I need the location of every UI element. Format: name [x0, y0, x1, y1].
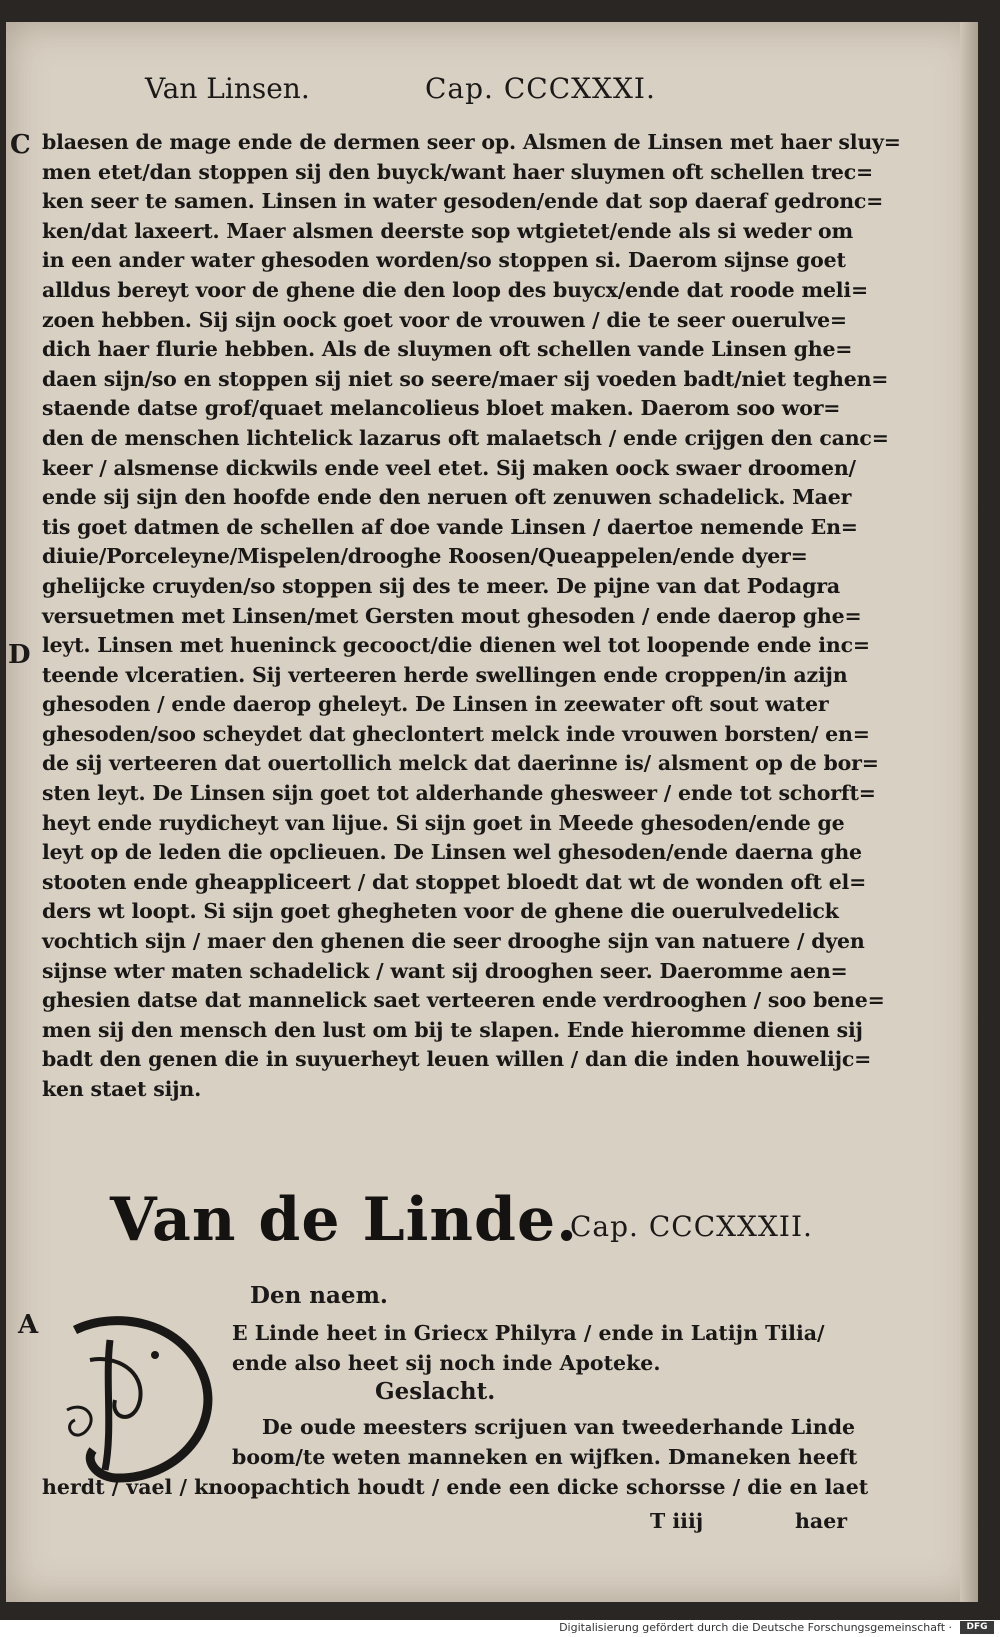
- body-line: badt den genen die in suyuerheyt leuen willen / dan die inden houwelijc=: [42, 1047, 872, 1072]
- body-line: diuie/Porceleyne/Mispelen/drooghe Roosen/Queappelen/ende dyer=: [42, 544, 808, 569]
- margin-letter-c: C: [10, 130, 31, 160]
- body-line: heyt ende ruydicheyt van lijue. Si sijn goet in Meede ghesoden/ende ge: [42, 810, 845, 835]
- footer-bar: [0, 1620, 1000, 1637]
- decorated-initial: [55, 1300, 225, 1490]
- body-line: den de menschen lichtelick lazarus oft malaetsch / ende crijgen den canc=: [42, 425, 889, 450]
- name-line: E Linde heet in Griecx Philyra / ende in Latijn Tilia/: [232, 1321, 825, 1345]
- kind-line: herdt / vael / knoopachtich houdt / ende een dicke schorsse / die en laet: [42, 1475, 869, 1499]
- body-line: teende vlceratien. Sij verteeren herde swellingen ende croppen/in azijn: [42, 662, 848, 687]
- section-heading-name: Den naem.: [250, 1282, 388, 1309]
- body-line: ken/dat laxeert. Maer alsmen deerste sop wtgietet/ende als si weder om: [42, 218, 854, 243]
- name-line: ende also heet sij noch inde Apoteke.: [232, 1351, 661, 1375]
- body-line: ghesoden/soo scheydet dat gheclontert melck inde vrouwen borsten/ en=: [42, 721, 870, 746]
- body-line: zoen hebben. Sij sijn oock goet voor de vrouwen / die te seer ouerulve=: [42, 307, 847, 332]
- body-line: daen sijn/so en stoppen sij niet so seere/maer sij voeden badt/niet teghen=: [42, 366, 889, 391]
- dfg-logo: DFG: [960, 1621, 994, 1634]
- body-line: ghesoden / ende daerop gheleyt. De Linsen in zeewater oft sout water: [42, 692, 829, 717]
- body-line: dich haer flurie hebben. Als de sluymen oft schellen vande Linsen ghe=: [42, 337, 853, 362]
- body-line: tis goet datmen de schellen af doe vande Linsen / daertoe nemende En=: [42, 514, 858, 539]
- decorated-initial-flourish-icon: [55, 1300, 225, 1490]
- body-line: ende sij sijn den hoofde ende den neruen oft zenuwen schadelick. Maer: [42, 485, 852, 510]
- initial-letter: [55, 1300, 56, 1301]
- body-line: leyt op de leden die opclieuen. De Linsen wel ghesoden/ende daerna ghe: [42, 840, 862, 865]
- body-line: staende datse grof/quaet melancolieus bloet maken. Daerom soo wor=: [42, 396, 841, 421]
- body-line: ken seer te samen. Linsen in water gesoden/ende dat sop daeraf gedronc=: [42, 189, 884, 214]
- section-heading-kind: Geslacht.: [375, 1378, 496, 1405]
- body-line: ghesien datse dat mannelick saet verteeren ende verdrooghen / soo bene=: [42, 988, 885, 1013]
- body-line: stooten ende gheappliceert / dat stoppet bloedt dat wt de wonden oft el=: [42, 869, 867, 894]
- page-edge: [960, 22, 978, 1602]
- body-line: ghelijcke cruyden/so stoppen sij des te meer. De pijne van dat Podagra: [42, 573, 840, 598]
- body-line: sijnse wter maten schadelick / want sij drooghen seer. Daeromme aen=: [42, 958, 848, 983]
- body-line: de sij verteeren dat ouertollich melck dat daerinne is/ alsment op de bor=: [42, 751, 879, 776]
- body-line: leyt. Linsen met hueninck gecooct/die dienen wel tot loopende ende inc=: [42, 633, 870, 658]
- running-header-title: Van Linsen.: [145, 72, 310, 105]
- kind-line: boom/te weten manneken en wijfken. Dmaneken heeft: [232, 1445, 858, 1469]
- kind-line: De oude meesters scrijuen van tweederhande Linde: [262, 1415, 856, 1439]
- running-header-chapter: Cap. CCCXXXI.: [425, 72, 656, 105]
- footer-credit: Digitalisierung gefördert durch die Deutsche Forschungsgemeinschaft ·: [559, 1621, 952, 1634]
- chapter-title: Van de Linde.: [110, 1185, 579, 1255]
- signature-mark: T iiij: [650, 1509, 704, 1533]
- body-line: ken staet sijn.: [42, 1077, 202, 1101]
- body-line: blaesen de mage ende de dermen seer op. Alsmen de Linsen met haer sluy=: [42, 130, 901, 154]
- body-line: sten leyt. De Linsen sijn goet tot alderhande ghesweer / ende tot schorft=: [42, 781, 876, 806]
- running-header: [145, 72, 845, 112]
- body-text: [42, 128, 901, 1105]
- body-line: men etet/dan stoppen sij den buyck/want haer sluymen oft schellen trec=: [42, 159, 874, 184]
- body-line: in een ander water ghesoden worden/so stoppen si. Daerom sijnse goet: [42, 248, 846, 273]
- body-line: alldus bereyt voor de ghene die den loop des buycx/ende dat roode meli=: [42, 277, 868, 302]
- catchword: haer: [795, 1509, 848, 1533]
- margin-letter-a: A: [18, 1310, 39, 1340]
- chapter-number: Cap. CCCXXXII.: [570, 1210, 813, 1243]
- body-line: keer / alsmense dickwils ende veel etet. Sij maken oock swaer droomen/: [42, 455, 856, 480]
- body-line: versuetmen met Linsen/met Gersten mout ghesoden / ende daerop ghe=: [42, 603, 862, 628]
- body-line: ders wt loopt. Si sijn goet ghegheten voor de ghene die ouerulvedelick: [42, 899, 839, 924]
- body-line: vochtich sijn / maer den ghenen die seer drooghe sijn van natuere / dyen: [42, 929, 865, 954]
- body-line: men sij den mensch den lust om bij te slapen. Ende hieromme dienen sij: [42, 1017, 863, 1042]
- margin-letter-d: D: [8, 640, 31, 670]
